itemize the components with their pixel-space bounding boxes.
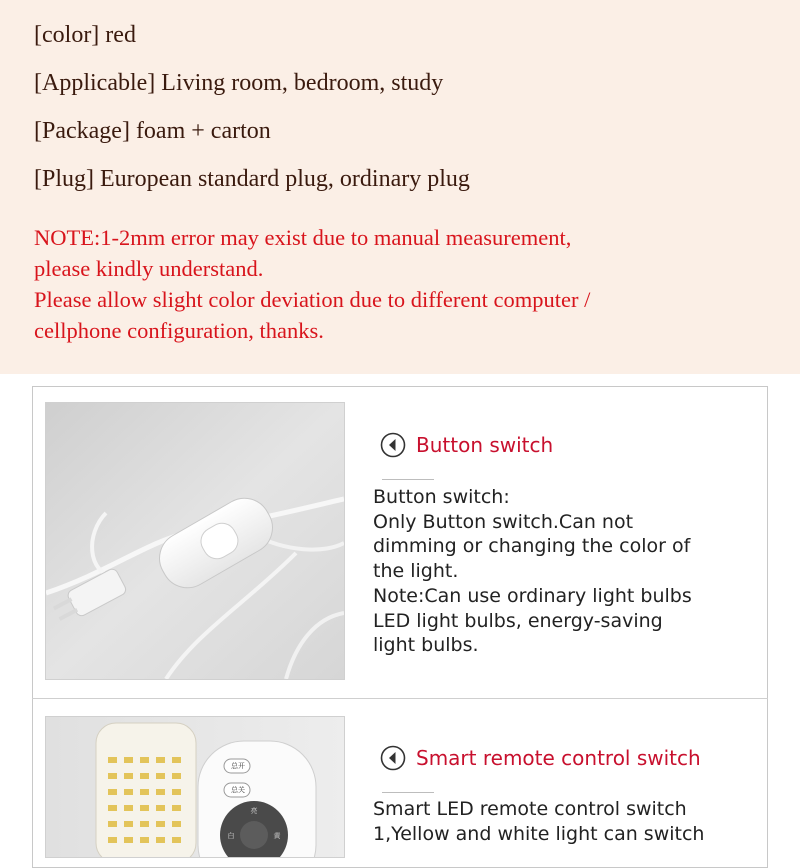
heading-underline: [382, 792, 434, 793]
note-line-2: please kindly understand.: [34, 256, 264, 281]
note-line-1: NOTE:1-2mm error may exist due to manual measurement,: [34, 225, 572, 250]
heading-underline: [382, 479, 434, 480]
note-line-4: cellphone configuration, thanks.: [34, 318, 324, 343]
button-switch-heading: [380, 432, 553, 458]
remote-label-bright: 亮: [250, 807, 258, 815]
description-line: Button switch:: [373, 486, 510, 508]
description-line: Note:Can use ordinary light bulbs: [373, 584, 692, 607]
description-line: dimming or changing the color of: [373, 535, 691, 558]
description-line: LED light bulbs, energy-saving: [373, 609, 663, 632]
button-switch-photo: [45, 402, 345, 680]
remote-label-yellow: 黄: [273, 832, 281, 840]
remote-label-on: 总开: [231, 762, 245, 770]
button-switch-title: Button switch: [416, 433, 554, 457]
remote-switch-illustration: [46, 717, 344, 857]
back-arrow-icon: [380, 745, 406, 771]
spec-color: [color] red: [34, 22, 136, 48]
remote-switch-photo: [45, 716, 345, 858]
spec-plug: [Plug] European standard plug, ordinary plug: [34, 166, 470, 192]
spec-applicable: [Applicable] Living room, bedroom, study: [34, 70, 444, 96]
back-arrow-icon: [380, 432, 406, 458]
button-switch-description: [373, 485, 692, 658]
button-switch-illustration: [46, 403, 344, 679]
spec-package: [Package] foam + carton: [34, 118, 271, 144]
note-line-3: Please allow slight color deviation due to different computer /: [34, 287, 591, 312]
spec-panel: [0, 0, 800, 374]
remote-switch-title: Smart remote control switch: [416, 746, 701, 770]
remote-label-white: 白: [227, 832, 235, 840]
remote-switch-heading: [380, 745, 701, 771]
description-line: 1,Yellow and white light can switch: [373, 822, 705, 845]
description-line: light bulbs.: [373, 634, 479, 657]
remote-switch-description: [373, 797, 704, 846]
description-line: Only Button switch.Can not: [373, 510, 634, 533]
description-line: Smart LED remote control switch: [373, 798, 687, 820]
section-divider: [32, 698, 768, 699]
description-line: the light.: [373, 560, 459, 583]
remote-label-off: 总关: [231, 786, 245, 794]
